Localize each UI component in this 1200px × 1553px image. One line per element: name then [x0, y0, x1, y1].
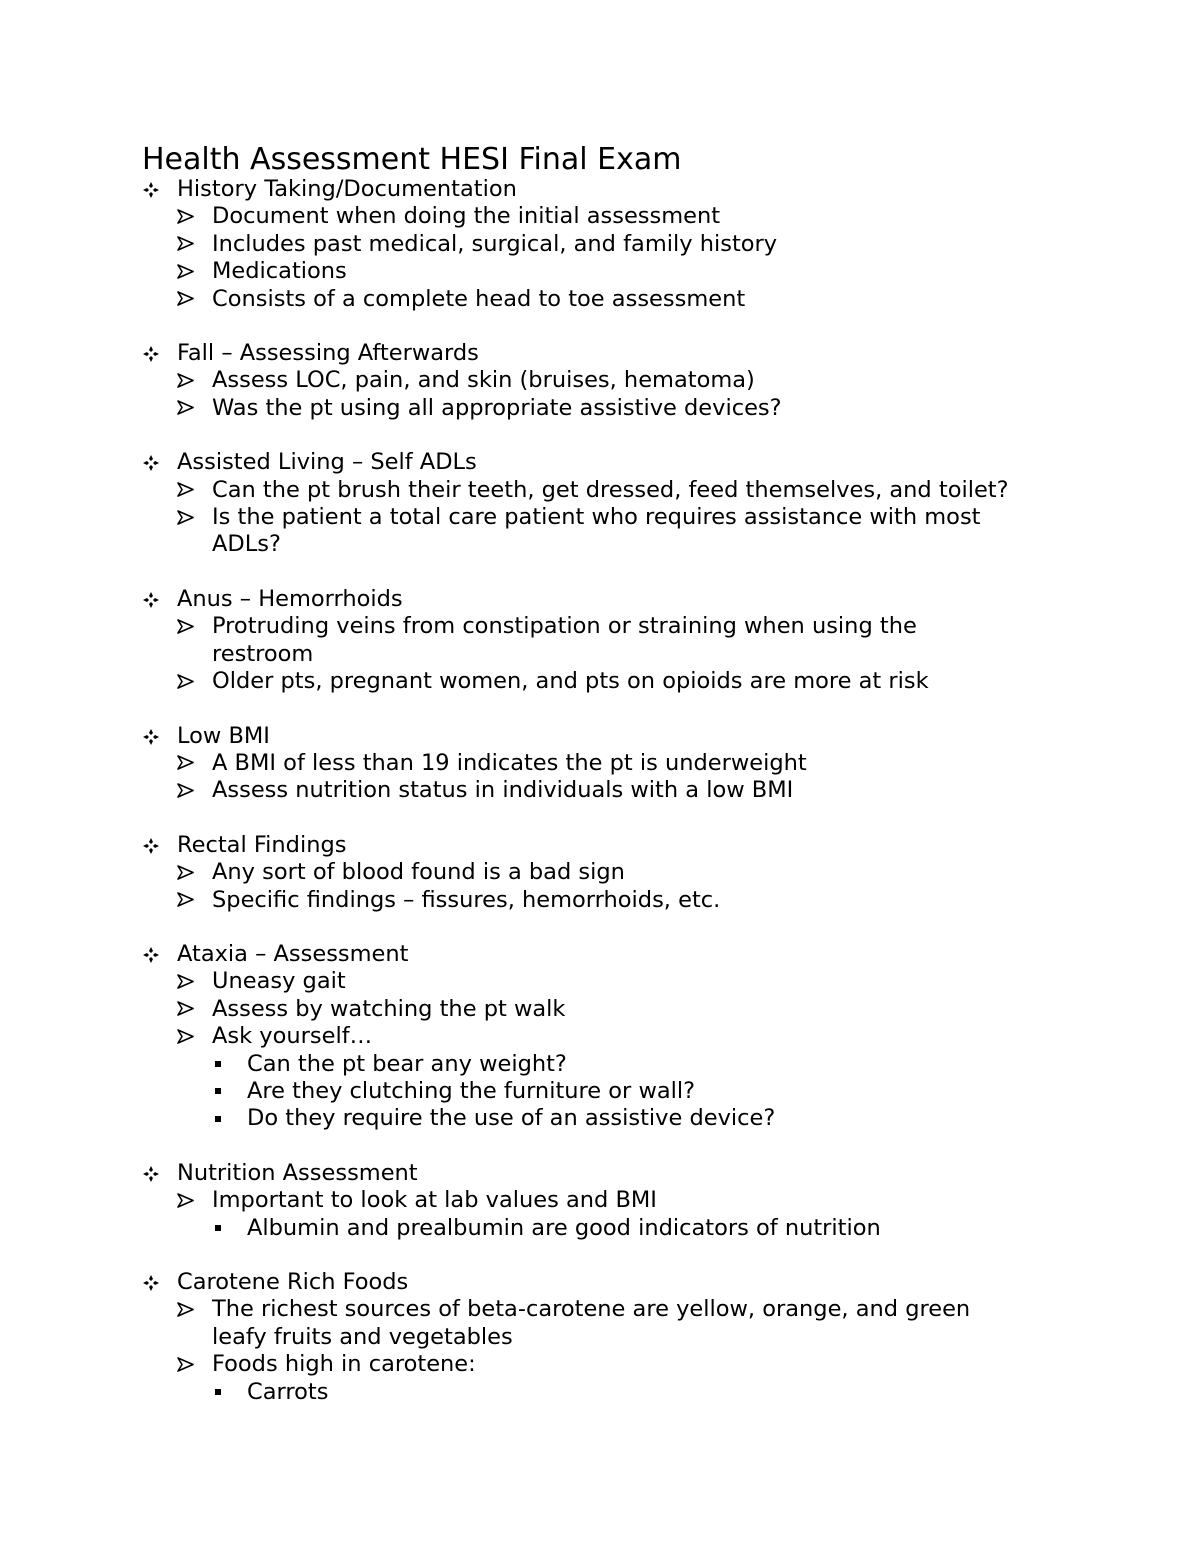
list-item-text: A BMI of less than 19 indicates the pt is underweight: [212, 749, 807, 776]
four-diamond-bullet-icon: [142, 941, 168, 968]
list-item-text: Was the pt using all appropriate assistive devices?: [212, 394, 782, 421]
list-item-text: Specific findings – fissures, hemorrhoids, etc.: [212, 886, 721, 913]
four-diamond-bullet-icon: [142, 1269, 168, 1296]
list-item: [0, 613, 1020, 668]
outline-section: [0, 941, 1200, 1133]
four-diamond-bullet-icon: [142, 176, 168, 203]
sub-list-item: [0, 1105, 1200, 1132]
sub-list-item: [0, 1215, 1200, 1242]
list-item: [0, 887, 1200, 914]
list-item-text: Protruding veins from constipation or straining when using the restroom: [212, 613, 917, 667]
list-item: [0, 859, 1200, 886]
section-heading-text: Ataxia – Assessment: [177, 940, 409, 967]
arrowhead-bullet-icon: [177, 258, 203, 285]
section-heading-text: Assisted Living – Self ADLs: [177, 449, 477, 476]
outline-section: [0, 1269, 1200, 1406]
list-item: [0, 367, 1200, 394]
four-diamond-bullet-icon: [142, 1160, 168, 1187]
section-heading-text: Fall – Assessing Afterwards: [177, 340, 479, 367]
list-item: [0, 258, 1200, 285]
list-item: [0, 1023, 1200, 1050]
arrowhead-bullet-icon: [177, 286, 203, 313]
section-heading: [0, 1160, 1200, 1187]
list-item: [0, 777, 1200, 804]
square-bullet-icon: [213, 1105, 239, 1132]
four-diamond-bullet-icon: [142, 832, 168, 859]
section-heading: [0, 176, 1200, 203]
sub-list-item-text: Carrots: [247, 1378, 329, 1405]
section-heading: [0, 586, 1200, 613]
arrowhead-bullet-icon: [177, 203, 203, 230]
list-item: [0, 668, 1020, 695]
square-bullet-icon: [213, 1215, 239, 1242]
sub-list-item-text: Can the pt bear any weight?: [247, 1050, 567, 1077]
section-heading-text: Carotene Rich Foods: [177, 1269, 409, 1295]
list-item-text: Assess nutrition status in individuals with a low BMI: [212, 777, 794, 804]
section-heading-text: Anus – Hemorrhoids: [177, 585, 403, 612]
list-item-text: Foods high in carotene:: [212, 1351, 476, 1378]
four-diamond-bullet-icon: [142, 586, 168, 613]
list-item-text: Medications: [212, 258, 347, 285]
arrowhead-bullet-icon: [177, 395, 203, 422]
list-item-text: Includes past medical, surgical, and family history: [212, 230, 778, 257]
section-heading: [0, 941, 1200, 968]
arrowhead-bullet-icon: [177, 887, 203, 914]
outline-section: [0, 176, 1200, 313]
list-item: [0, 968, 1200, 995]
arrowhead-bullet-icon: [177, 996, 203, 1023]
sub-list-item-text: Albumin and prealbumin are good indicators of nutrition: [247, 1214, 881, 1241]
list-item: [0, 750, 1200, 777]
list-item: [0, 504, 1020, 559]
list-item: [0, 1296, 1020, 1351]
outline-section: [0, 449, 1200, 559]
list-item-text: Assess by watching the pt walk: [212, 995, 566, 1022]
arrowhead-bullet-icon: [177, 859, 203, 886]
list-item: [0, 203, 1200, 230]
sub-list-item: [0, 1078, 1200, 1105]
list-item: [0, 1351, 1200, 1378]
arrowhead-bullet-icon: [177, 1351, 203, 1378]
arrowhead-bullet-icon: [177, 1187, 203, 1214]
list-item-text: Is the patient a total care patient who requires assistance with most ADLs?: [212, 504, 981, 558]
outline-section: [0, 723, 1200, 805]
outline-section: [0, 832, 1200, 914]
list-item-text: Any sort of blood found is a bad sign: [212, 859, 625, 886]
four-diamond-bullet-icon: [142, 723, 168, 750]
sub-list-item: [0, 1379, 1200, 1406]
arrowhead-bullet-icon: [177, 668, 203, 695]
section-heading: [0, 1269, 1200, 1296]
page-title: Health Assessment HESI Final Exam: [142, 142, 682, 177]
list-item: [0, 996, 1200, 1023]
four-diamond-bullet-icon: [142, 340, 168, 367]
section-heading-text: Rectal Findings: [177, 831, 347, 858]
section-heading-text: History Taking/Documentation: [177, 176, 517, 202]
list-item: [0, 1187, 1200, 1214]
arrowhead-bullet-icon: [177, 750, 203, 777]
list-item-text: Can the pt brush their teeth, get dressed, feed themselves, and toilet?: [212, 476, 1009, 503]
list-item-text: Important to look at lab values and BMI: [212, 1187, 657, 1214]
list-item-text: Document when doing the initial assessment: [212, 203, 721, 230]
section-heading-text: Low BMI: [177, 722, 270, 749]
outline-section: [0, 1160, 1200, 1242]
list-item: [0, 286, 1200, 313]
section-heading-text: Nutrition Assessment: [177, 1159, 418, 1186]
outline-list: [0, 176, 1200, 1433]
outline-section: [0, 586, 1200, 696]
arrowhead-bullet-icon: [177, 367, 203, 394]
list-item-text: Uneasy gait: [212, 968, 346, 995]
section-heading: [0, 340, 1200, 367]
sub-list-item-text: Are they clutching the furniture or wall?: [247, 1077, 696, 1104]
arrowhead-bullet-icon: [177, 968, 203, 995]
sub-list-item: [0, 1051, 1200, 1078]
arrowhead-bullet-icon: [177, 1296, 203, 1323]
list-item-text: Assess LOC, pain, and skin (bruises, hematoma): [212, 367, 755, 394]
section-heading: [0, 832, 1200, 859]
list-item-text: The richest sources of beta-carotene are yellow, orange, and green leafy fruits and vegetables: [212, 1296, 971, 1350]
outline-section: [0, 340, 1200, 422]
arrowhead-bullet-icon: [177, 1023, 203, 1050]
four-diamond-bullet-icon: [142, 449, 168, 476]
list-item-text: Older pts, pregnant women, and pts on opioids are more at risk: [212, 668, 929, 695]
list-item-text: Consists of a complete head to toe assessment: [212, 285, 746, 312]
list-item: [0, 231, 1200, 258]
arrowhead-bullet-icon: [177, 777, 203, 804]
square-bullet-icon: [213, 1078, 239, 1105]
sub-list-item-text: Do they require the use of an assistive device?: [247, 1105, 776, 1132]
list-item: [0, 395, 1200, 422]
square-bullet-icon: [213, 1379, 239, 1406]
square-bullet-icon: [213, 1051, 239, 1078]
arrowhead-bullet-icon: [177, 231, 203, 258]
section-heading: [0, 723, 1200, 750]
section-heading: [0, 449, 1200, 476]
arrowhead-bullet-icon: [177, 613, 203, 640]
arrowhead-bullet-icon: [177, 504, 203, 531]
arrowhead-bullet-icon: [177, 477, 203, 504]
list-item: [0, 477, 1020, 504]
list-item-text: Ask yourself…: [212, 1023, 373, 1050]
